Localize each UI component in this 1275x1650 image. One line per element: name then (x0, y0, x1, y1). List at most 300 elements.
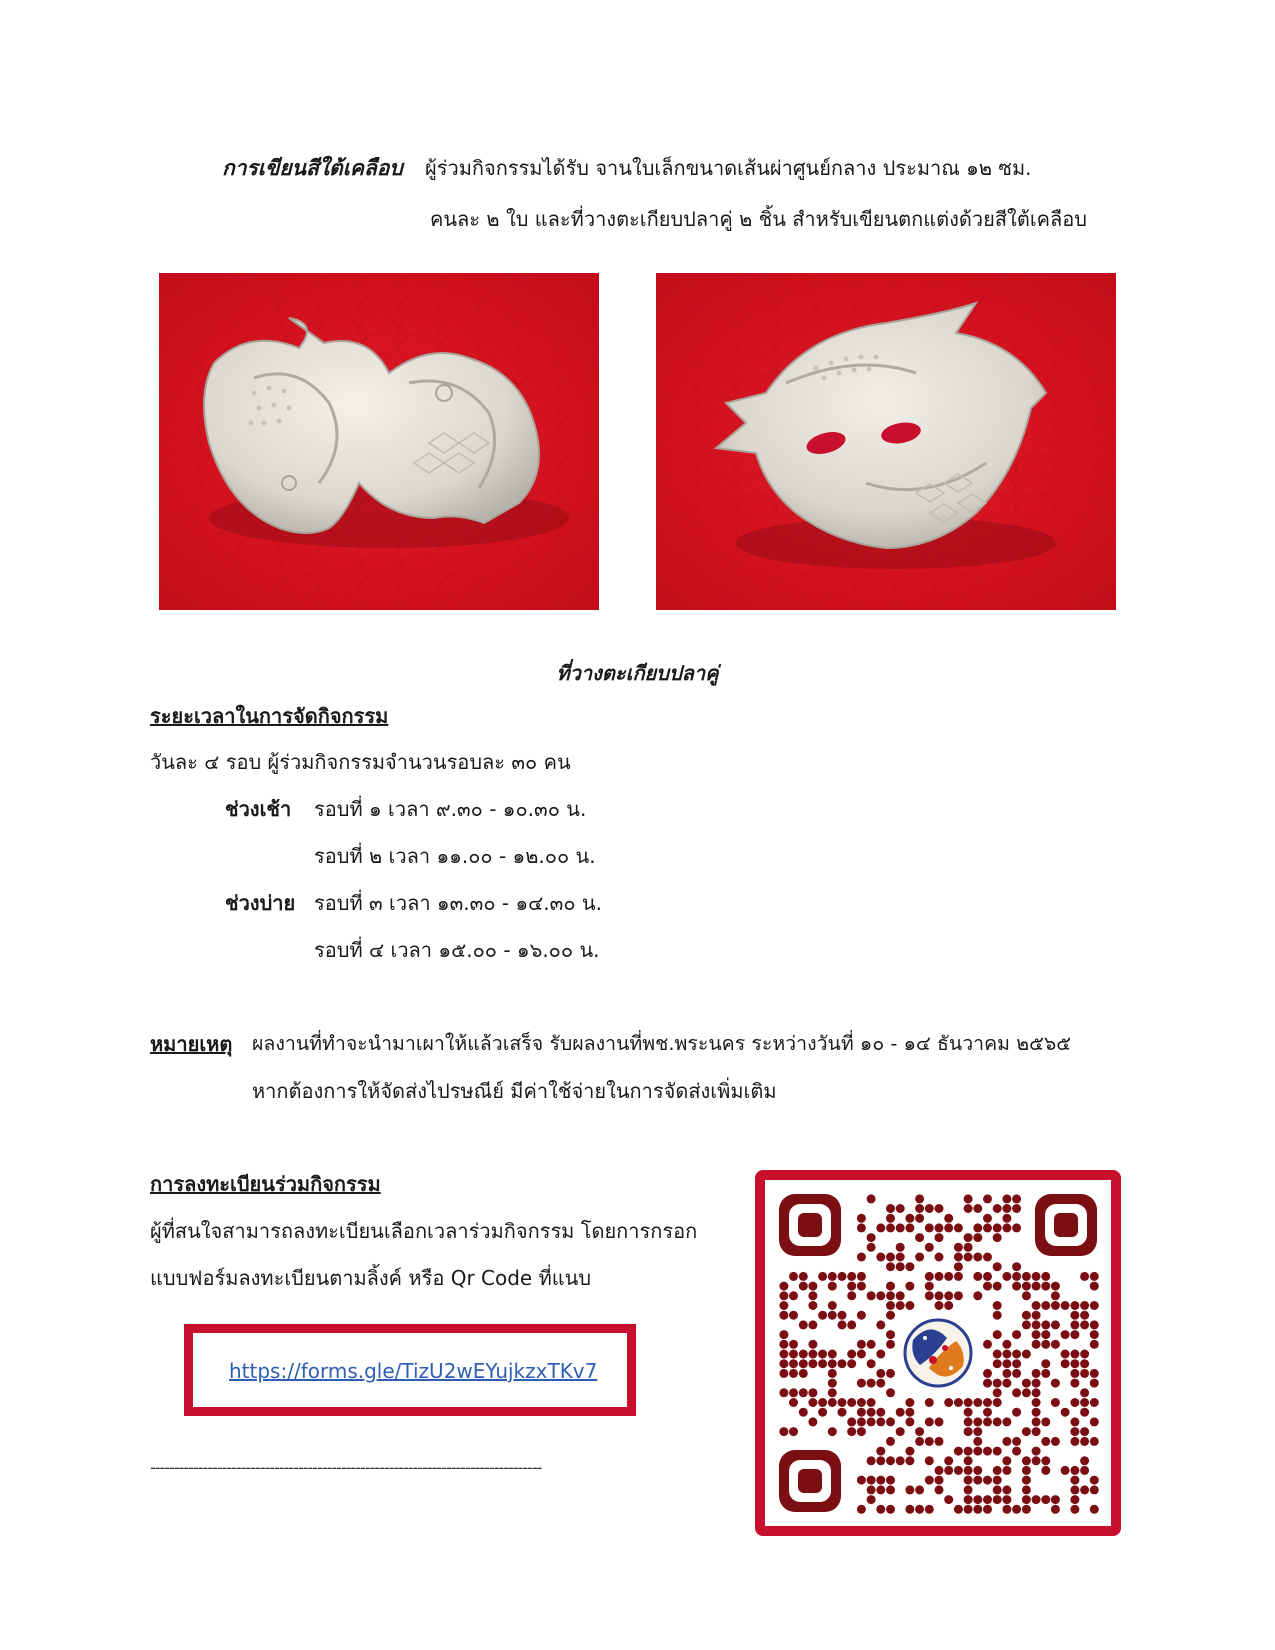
qr-module (973, 1223, 982, 1232)
qr-module (838, 1320, 847, 1329)
qr-module (799, 1272, 808, 1281)
qr-module (1022, 1485, 1031, 1494)
qr-module (1002, 1379, 1011, 1388)
photo-twin-fish-mask-right (656, 273, 1116, 610)
qr-module (964, 1194, 973, 1203)
qr-module (867, 1408, 876, 1417)
qr-module (1041, 1466, 1050, 1475)
qr-module (1002, 1485, 1011, 1494)
qr-module (925, 1456, 934, 1465)
qr-module (1051, 1291, 1060, 1300)
qr-module (964, 1427, 973, 1436)
qr-module (1041, 1330, 1050, 1339)
qr-module (935, 1291, 944, 1300)
qr-module (886, 1485, 895, 1494)
qr-module (1070, 1379, 1079, 1388)
fish-chopstick-rest-icon (159, 273, 599, 610)
qr-module (886, 1291, 895, 1300)
qr-module (973, 1253, 982, 1262)
qr-module (983, 1417, 992, 1426)
qr-module (886, 1476, 895, 1485)
qr-module (925, 1204, 934, 1213)
qr-module (876, 1253, 885, 1262)
qr-module (857, 1379, 866, 1388)
qr-module (876, 1417, 885, 1426)
qr-module (964, 1495, 973, 1504)
intro-label: การเขียนสีใต้เคลือบ (222, 156, 403, 180)
qr-module (983, 1282, 992, 1291)
qr-module (799, 1359, 808, 1368)
qr-module (935, 1272, 944, 1281)
qr-module (1051, 1495, 1060, 1504)
qr-module (857, 1427, 866, 1436)
qr-module (954, 1262, 963, 1271)
qr-module (944, 1456, 953, 1465)
qr-module (993, 1388, 1002, 1397)
qr-module (973, 1417, 982, 1426)
qr-module (896, 1253, 905, 1262)
qr-module (818, 1408, 827, 1417)
qr-module (944, 1223, 953, 1232)
qr-module (1022, 1505, 1031, 1514)
qr-module (983, 1379, 992, 1388)
qr-module (925, 1223, 934, 1232)
qr-module (915, 1437, 924, 1446)
qr-module (935, 1204, 944, 1213)
qr-module (867, 1485, 876, 1494)
qr-module (1012, 1330, 1021, 1339)
qr-module (1070, 1466, 1079, 1475)
qr-module (896, 1262, 905, 1271)
qr-module (1080, 1456, 1089, 1465)
intro-line-2: คนละ ๒ ใบ และที่วางตะเกียบปลาคู่ ๒ ชิ้น สำหรับเขียนตกแต่งด้วยสีใต้เคลือบ (430, 207, 1087, 231)
qr-module (857, 1350, 866, 1359)
qr-module (818, 1359, 827, 1368)
qr-module (857, 1272, 866, 1281)
qr-module (925, 1243, 934, 1252)
qr-module (1012, 1369, 1021, 1378)
registration-link[interactable]: https://forms.gle/TizU2wEYujkzxTKv7 (229, 1359, 598, 1383)
note-label: หมายเหตุ (150, 1032, 233, 1056)
qr-module (973, 1233, 982, 1242)
qr-module (935, 1466, 944, 1475)
qr-module (973, 1466, 982, 1475)
qr-module (993, 1476, 1002, 1485)
qr-module (1080, 1369, 1089, 1378)
qr-module (876, 1223, 885, 1232)
qr-module (828, 1369, 837, 1378)
qr-module (847, 1272, 856, 1281)
qr-module (799, 1350, 808, 1359)
qr-module (1061, 1466, 1070, 1475)
qr-module (954, 1447, 963, 1456)
qr-module (789, 1398, 798, 1407)
qr-module (857, 1214, 866, 1223)
qr-module (828, 1350, 837, 1359)
qr-module (954, 1223, 963, 1232)
qr-module (876, 1350, 885, 1359)
qr-module (1070, 1359, 1079, 1368)
qr-module (964, 1466, 973, 1475)
qr-module (1070, 1330, 1079, 1339)
qr-module (1090, 1340, 1099, 1349)
qr-module (838, 1408, 847, 1417)
qr-module (808, 1291, 817, 1300)
qr-module (896, 1301, 905, 1310)
qr-module (1080, 1320, 1089, 1329)
qr-module (993, 1359, 1002, 1368)
qr-module (973, 1505, 982, 1514)
qr-module (993, 1398, 1002, 1407)
qr-module (964, 1204, 973, 1213)
qr-module (799, 1320, 808, 1329)
morning-label: ช่วงเช้า (225, 797, 292, 821)
qr-module (867, 1495, 876, 1504)
qr-module (1022, 1320, 1031, 1329)
qr-module (905, 1398, 914, 1407)
qr-module (1070, 1369, 1079, 1378)
qr-module (983, 1447, 992, 1456)
registration-heading: การลงทะเบียนร่วมกิจกรรม (150, 1172, 381, 1196)
qr-module (779, 1311, 788, 1320)
qr-module (886, 1330, 895, 1339)
qr-module (828, 1282, 837, 1291)
separator-line: ---------------------------------------------------------------------------------- (150, 1458, 542, 1477)
qr-module (886, 1204, 895, 1213)
qr-module (1090, 1476, 1099, 1485)
qr-module (925, 1476, 934, 1485)
qr-module (808, 1340, 817, 1349)
qr-module (1032, 1388, 1041, 1397)
qr-module (1070, 1350, 1079, 1359)
qr-module (964, 1253, 973, 1262)
qr-module (1041, 1417, 1050, 1426)
qr-module (1022, 1282, 1031, 1291)
qr-module (1032, 1301, 1041, 1310)
qr-module (1080, 1427, 1089, 1436)
qr-module (799, 1369, 808, 1378)
qr-module (1002, 1223, 1011, 1232)
qr-module (808, 1282, 817, 1291)
qr-module (1012, 1447, 1021, 1456)
qr-module (1002, 1505, 1011, 1514)
qr-module (1012, 1262, 1021, 1271)
qr-module (867, 1194, 876, 1203)
qr-module (1090, 1320, 1099, 1329)
qr-module (1012, 1437, 1021, 1446)
qr-module (779, 1301, 788, 1310)
qr-module (1041, 1437, 1050, 1446)
qr-module (935, 1437, 944, 1446)
qr-module (993, 1379, 1002, 1388)
qr-module (779, 1291, 788, 1300)
qr-module (1080, 1350, 1089, 1359)
qr-module (1080, 1272, 1089, 1281)
qr-module (808, 1417, 817, 1426)
qr-module (1002, 1437, 1011, 1446)
qr-module (1080, 1398, 1089, 1407)
qr-module (886, 1340, 895, 1349)
qr-module (1080, 1388, 1089, 1397)
qr-module (789, 1311, 798, 1320)
qr-module (789, 1359, 798, 1368)
qr-module (944, 1466, 953, 1475)
qr-module (789, 1369, 798, 1378)
qr-module (973, 1291, 982, 1300)
qr-module (896, 1456, 905, 1465)
qr-module (1051, 1505, 1060, 1514)
qr-module (983, 1505, 992, 1514)
qr-module (1090, 1301, 1099, 1310)
qr-module (886, 1311, 895, 1320)
qr-module (896, 1291, 905, 1300)
qr-module (1002, 1204, 1011, 1213)
qr-module (993, 1301, 1002, 1310)
qr-module (993, 1417, 1002, 1426)
qr-module (1090, 1505, 1099, 1514)
qr-module (886, 1417, 895, 1426)
qr-module (973, 1427, 982, 1436)
qr-module (983, 1253, 992, 1262)
qr-module (789, 1340, 798, 1349)
qr-module (779, 1369, 788, 1378)
qr-module (828, 1359, 837, 1368)
qr-module (915, 1204, 924, 1213)
twin-fish-logo-icon (898, 1313, 978, 1393)
note-line-1: ผลงานที่ทำจะนำมาเผาให้แล้วเสร็จ รับผลงานที่พช.พระนคร ระหว่างวันที่ ๑๐ - ๑๔ ธันวาคม ๒๕๖๕ (252, 1032, 1071, 1055)
qr-module (1012, 1194, 1021, 1203)
qr-module (983, 1272, 992, 1281)
qr-module (973, 1398, 982, 1407)
qr-module (818, 1398, 827, 1407)
qr-module (1002, 1359, 1011, 1368)
qr-module (1041, 1282, 1050, 1291)
qr-module (799, 1282, 808, 1291)
qr-module (1032, 1456, 1041, 1465)
qr-module (779, 1427, 788, 1436)
qr-module (867, 1340, 876, 1349)
qr-module (876, 1408, 885, 1417)
qr-module (867, 1291, 876, 1300)
qr-module (925, 1417, 934, 1426)
qr-module (847, 1350, 856, 1359)
qr-finder-top-left (779, 1194, 841, 1256)
qr-module (954, 1398, 963, 1407)
qr-module (1061, 1359, 1070, 1368)
qr-module (1090, 1282, 1099, 1291)
qr-module (973, 1476, 982, 1485)
qr-module (944, 1291, 953, 1300)
qr-module (1012, 1505, 1021, 1514)
qr-module (944, 1495, 953, 1504)
qr-module (1022, 1272, 1031, 1281)
qr-module (886, 1456, 895, 1465)
qr-module (915, 1505, 924, 1514)
qr-module (838, 1359, 847, 1368)
qr-module (993, 1350, 1002, 1359)
qr-module (1022, 1291, 1031, 1300)
qr-module (1051, 1379, 1060, 1388)
qr-module (915, 1194, 924, 1203)
schedule-round-4: รอบที่ ๔ เวลา ๑๕.๐๐ - ๑๖.๐๐ น. (314, 938, 600, 962)
qr-module (993, 1204, 1002, 1213)
qr-module (818, 1350, 827, 1359)
qr-module (1032, 1340, 1041, 1349)
qr-module (789, 1427, 798, 1436)
qr-finder-bottom-left (779, 1450, 841, 1512)
qr-module (789, 1350, 798, 1359)
qr-module (1022, 1466, 1031, 1475)
qr-module (915, 1214, 924, 1223)
qr-module (973, 1272, 982, 1281)
qr-module (876, 1369, 885, 1378)
qr-module (925, 1272, 934, 1281)
qr-module (973, 1437, 982, 1446)
photo-fish-chopstick-rest-left (159, 273, 599, 610)
qr-module (847, 1359, 856, 1368)
qr-module (1012, 1272, 1021, 1281)
registration-line-1: ผู้ที่สนใจสามารถลงทะเบียนเลือกเวลาร่วมกิจกรรม โดยการกรอก (150, 1219, 698, 1243)
qr-module (857, 1417, 866, 1426)
qr-module (886, 1262, 895, 1271)
qr-module (1051, 1340, 1060, 1349)
qr-module (789, 1291, 798, 1300)
qr-module (983, 1476, 992, 1485)
qr-module (1022, 1427, 1031, 1436)
qr-module (993, 1466, 1002, 1475)
qr-module (799, 1408, 808, 1417)
qr-module (1070, 1301, 1079, 1310)
qr-module (1090, 1417, 1099, 1426)
qr-module (1002, 1495, 1011, 1504)
qr-module (857, 1408, 866, 1417)
qr-module (915, 1485, 924, 1494)
qr-module (1012, 1350, 1021, 1359)
qr-module (944, 1272, 953, 1281)
qr-module (964, 1233, 973, 1242)
qr-module (1070, 1505, 1079, 1514)
qr-module (954, 1243, 963, 1252)
qr-module (779, 1388, 788, 1397)
qr-module (905, 1505, 914, 1514)
qr-module (838, 1272, 847, 1281)
qr-module (1070, 1311, 1079, 1320)
qr-module (905, 1417, 914, 1426)
qr-module (789, 1388, 798, 1397)
qr-module (983, 1369, 992, 1378)
qr-module (886, 1253, 895, 1262)
qr-module (828, 1379, 837, 1388)
qr-module (896, 1408, 905, 1417)
qr-module (983, 1398, 992, 1407)
qr-module (973, 1204, 982, 1213)
qr-module (1012, 1223, 1021, 1232)
qr-module (1002, 1417, 1011, 1426)
qr-module (905, 1282, 914, 1291)
qr-module (1090, 1485, 1099, 1494)
qr-module (886, 1388, 895, 1397)
qr-module (876, 1456, 885, 1465)
qr-module (1041, 1301, 1050, 1310)
qr-module (1012, 1388, 1021, 1397)
qr-module (1032, 1379, 1041, 1388)
qr-module (1070, 1320, 1079, 1329)
qr-module (1012, 1282, 1021, 1291)
qr-module (964, 1417, 973, 1426)
qr-module (1032, 1427, 1041, 1436)
qr-module (886, 1369, 895, 1378)
qr-module (1070, 1437, 1079, 1446)
qr-module (808, 1350, 817, 1359)
qr-module (876, 1447, 885, 1456)
qr-module (847, 1427, 856, 1436)
qr-module (1032, 1282, 1041, 1291)
qr-module (1022, 1388, 1031, 1397)
qr-module (867, 1243, 876, 1252)
qr-code[interactable] (765, 1180, 1111, 1526)
qr-module (915, 1253, 924, 1262)
qr-module (993, 1447, 1002, 1456)
qr-module (905, 1485, 914, 1494)
qr-module (1041, 1369, 1050, 1378)
qr-module (1051, 1398, 1060, 1407)
qr-module (1022, 1350, 1031, 1359)
qr-module (983, 1223, 992, 1232)
qr-module (1032, 1311, 1041, 1320)
qr-module (867, 1359, 876, 1368)
qr-module (1032, 1369, 1041, 1378)
qr-module (925, 1398, 934, 1407)
qr-module (1002, 1456, 1011, 1465)
qr-module (1041, 1320, 1050, 1329)
qr-module (876, 1505, 885, 1514)
qr-module (1061, 1408, 1070, 1417)
qr-module (867, 1476, 876, 1485)
qr-module (915, 1427, 924, 1436)
qr-module (1070, 1485, 1079, 1494)
qr-module (779, 1330, 788, 1339)
qr-module (1090, 1379, 1099, 1388)
qr-module (1070, 1417, 1079, 1426)
qr-module (954, 1505, 963, 1514)
qr-module (808, 1359, 817, 1368)
qr-module (828, 1272, 837, 1281)
qr-module (808, 1398, 817, 1407)
qr-module (1002, 1466, 1011, 1475)
qr-module (993, 1223, 1002, 1232)
qr-module (828, 1427, 837, 1436)
qr-module (925, 1437, 934, 1446)
qr-module (1090, 1272, 1099, 1281)
qr-module (808, 1320, 817, 1329)
qr-module (1022, 1495, 1031, 1504)
qr-module (1032, 1447, 1041, 1456)
qr-module (944, 1214, 953, 1223)
qr-module (944, 1301, 953, 1310)
qr-module (1032, 1495, 1041, 1504)
photo-caption: ที่วางตะเกียบปลาคู่ (556, 661, 719, 685)
qr-module (1002, 1214, 1011, 1223)
qr-module (935, 1476, 944, 1485)
qr-module (867, 1233, 876, 1242)
note-line-2: หากต้องการให้จัดส่งไปรษณีย์ มีค่าใช้จ่ายในการจัดส่งเพิ่มเติม (252, 1079, 777, 1103)
qr-module (1080, 1301, 1089, 1310)
qr-module (905, 1447, 914, 1456)
qr-module (993, 1485, 1002, 1494)
schedule-summary: วันละ ๔ รอบ ผู้ร่วมกิจกรรมจำนวนรอบละ ๓๐ คน (150, 750, 571, 774)
qr-module (973, 1447, 982, 1456)
qr-module (857, 1282, 866, 1291)
